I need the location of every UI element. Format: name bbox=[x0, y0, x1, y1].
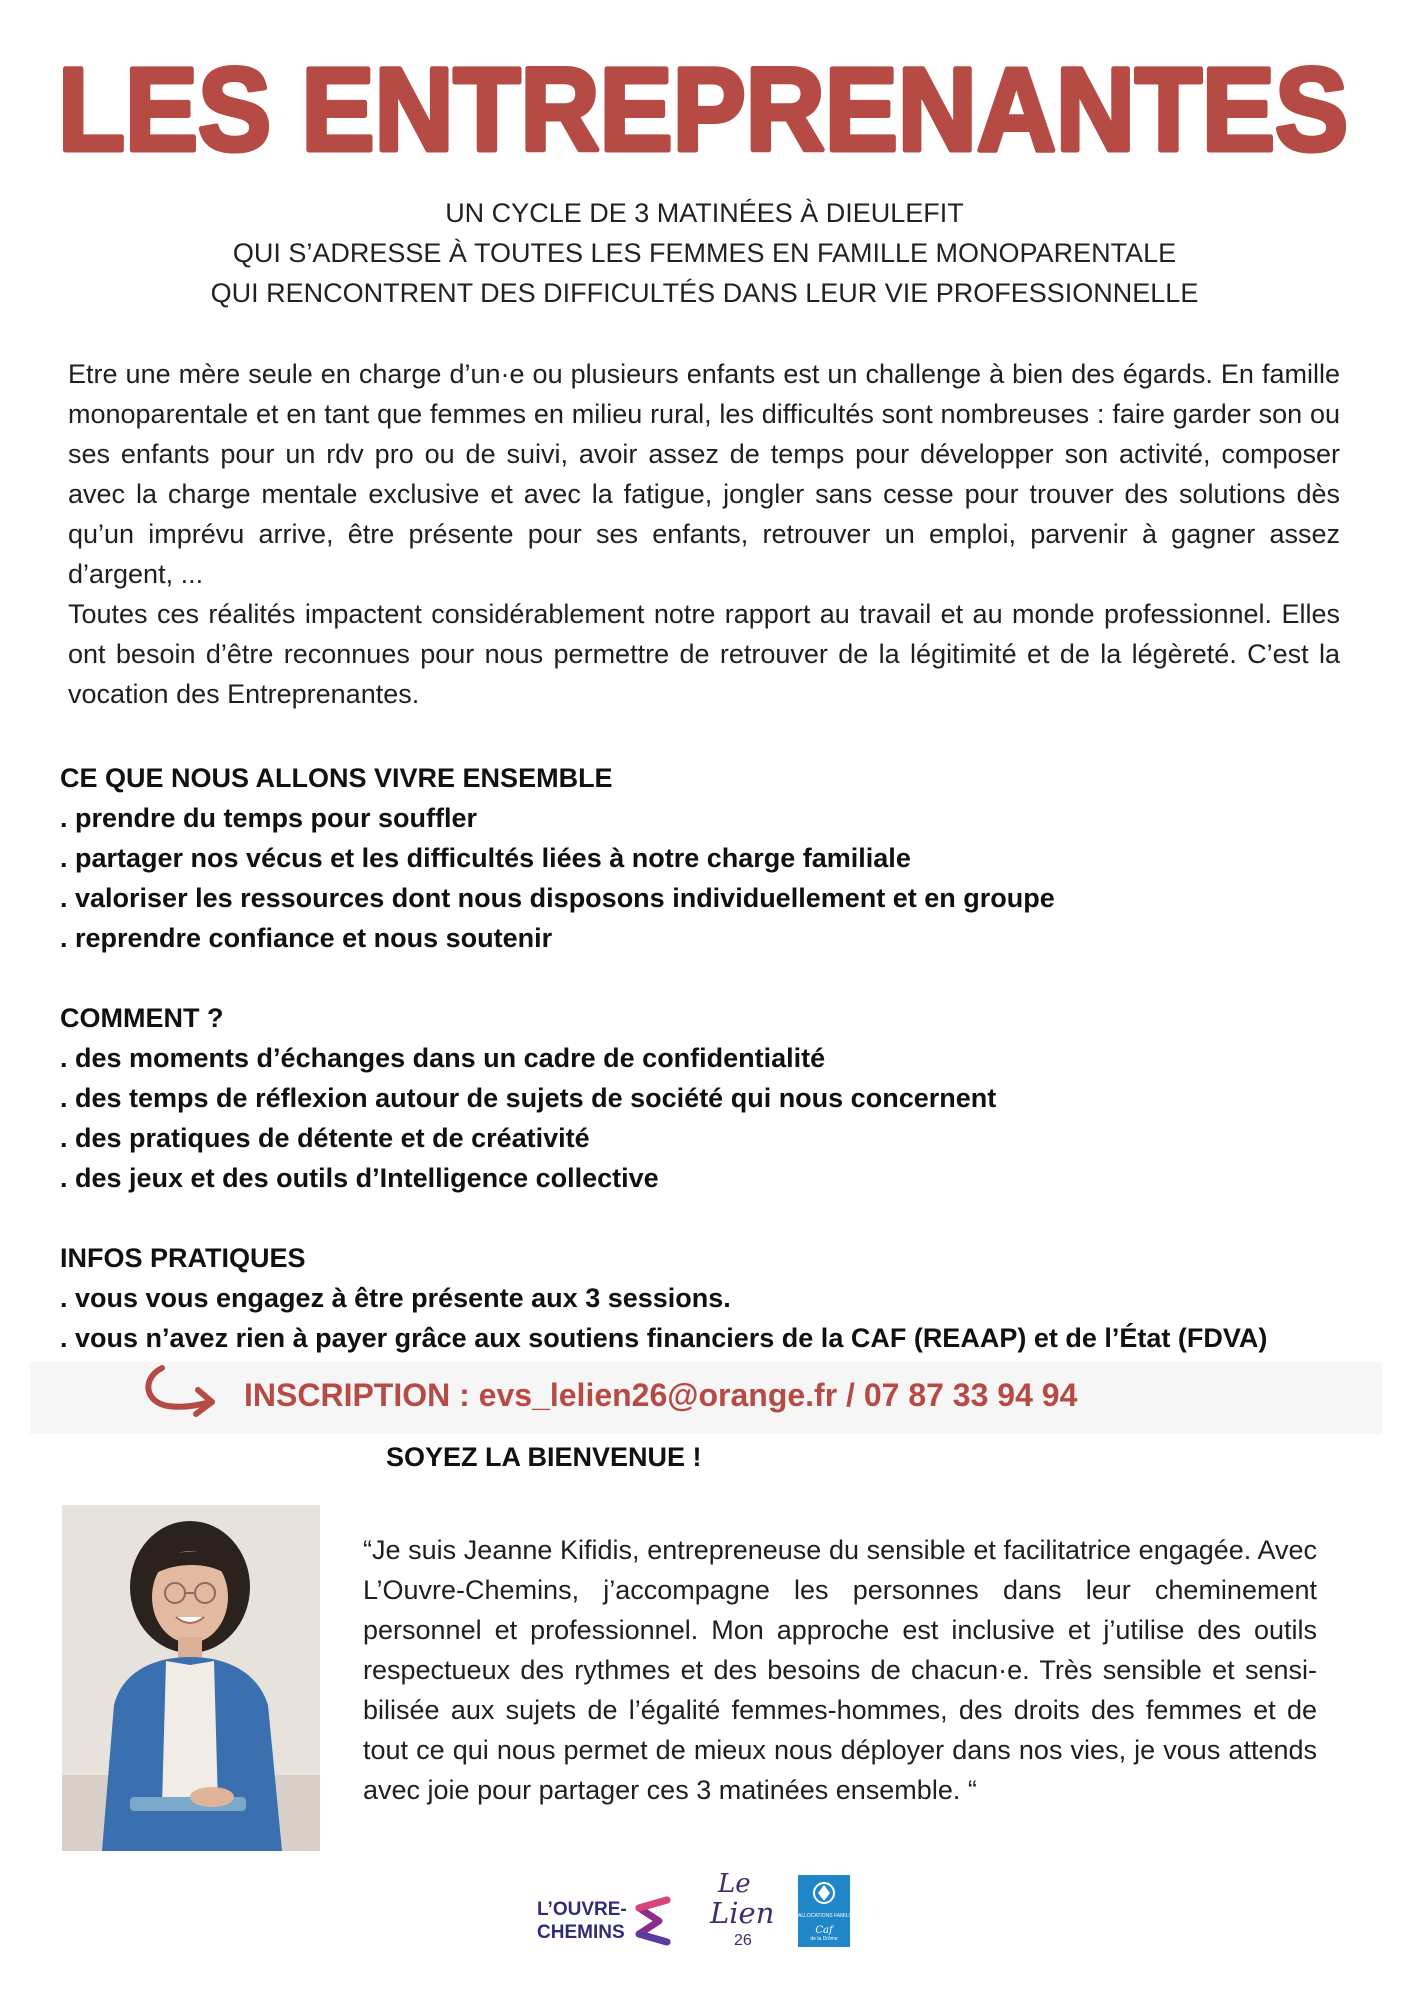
intro-paragraph: Etre une mère seule en charge d’un·e ou plusieurs enfants est un challenge à bien des égards. En famille monoparentale et en tant que femmes en milieu rural, les difficultés sont nombreuses : faire garder son ou ses enfants pour un rdv pro ou de suivi, avoir assez de temps pour développer son activité, composer avec la charge mentale exclusive et avec la fatigue, jongler sans cesse pour trouver des solutions dès qu’un imprévu arrive, être présente pour ses enfants, retrouver un emploi, parvenir à gagner assez d’argent, ... bbox=[68, 359, 1340, 589]
ouvre-chemins-logo-text bbox=[537, 1898, 627, 1944]
list-item: . vous vous engagez à être présente aux 3 sessions. bbox=[60, 1283, 731, 1313]
subtitle-block bbox=[0, 193, 1409, 313]
partner-logos bbox=[0, 1870, 1409, 1980]
list-item: . partager nos vécus et les difficultés liées à notre charge familiale bbox=[60, 843, 911, 873]
caf-top-text: ALLOCATIONS FAMILIALES bbox=[798, 1913, 863, 1919]
caf-emblem-icon bbox=[798, 1877, 850, 1913]
intro-paragraph: Toutes ces réalités impactent considérablement notre rapport au travail et au monde professionnel. Elles ont besoin d’être reconnues pour nous permettre de retrouver de la légitimité et de la légèreté. C’est la vocation des Entreprenantes. bbox=[68, 599, 1340, 709]
page-title bbox=[58, 46, 1348, 170]
list-item: . vous n’avez rien à payer grâce aux soutiens financiers de la CAF (REAAP) et de l’État (FDVA) bbox=[60, 1323, 1268, 1353]
list-item: . reprendre confiance et nous soutenir bbox=[60, 923, 553, 953]
list-item: . des jeux et des outils d’Intelligence collective bbox=[60, 1163, 659, 1193]
ouvre-chemins-line: L’OUVRE- bbox=[537, 1899, 627, 1920]
le-lien-26-logo bbox=[708, 1869, 775, 1956]
page-title-graphic bbox=[58, 46, 1348, 170]
section-comment bbox=[60, 998, 1360, 1198]
section-vivre-ensemble bbox=[60, 758, 1360, 958]
welcome-text: SOYEZ LA BIENVENUE ! bbox=[386, 1442, 702, 1472]
section-heading: COMMENT ? bbox=[60, 1003, 224, 1033]
caf-sub-text: de la Drôme bbox=[810, 1936, 838, 1942]
title-text: LES ENTREPRENANTES bbox=[58, 46, 1348, 170]
section-heading: INFOS PRATIQUES bbox=[60, 1243, 306, 1273]
list-item: . des pratiques de détente et de créativité bbox=[60, 1123, 590, 1153]
ouvre-chemins-e-icon bbox=[629, 1894, 671, 1948]
list-item: . valoriser les ressources dont nous disposons individuellement et en groupe bbox=[60, 883, 1055, 913]
section-infos-pratiques bbox=[60, 1238, 1360, 1358]
testimonial-quote: “Je suis Jeanne Kifidis, entrepreneuse du sensible et facilitatrice engagée. Avec L’Ouvre-Chemins, j’accompagne les personnes dans leur cheminement personnel et professionnel. Mon approche est inclusive et j’utilise des outils respectueux des rythmes et des besoins de chacun·e. Très sensible et sensi-bilisée aux sujets de l’égalité femmes-hommes, des droits des femmes et de tout ce qui nous permet de mieux nous déployer dans nos vies, je vous attends avec joie pour partager ces 3 matinées ensemble. “ bbox=[363, 1535, 1317, 1805]
subtitle-line: QUI RENCONTRENT DES DIFFICULTÉS DANS LEUR VIE PROFESSIONNELLE bbox=[210, 278, 1199, 308]
ouvre-chemins-line: CHEMINS bbox=[537, 1922, 625, 1943]
le-lien-le: Le bbox=[718, 1869, 751, 1899]
list-item: . des temps de réflexion autour de sujets de société qui nous concernent bbox=[60, 1083, 997, 1113]
ouvre-chemins-logo bbox=[537, 1890, 667, 1950]
caf-name: Caf bbox=[815, 1925, 833, 1936]
le-lien-number: 26 bbox=[734, 1932, 752, 1949]
inscription-contact[interactable]: INSCRIPTION : evs_lelien26@orange.fr / 07 87 33 94 94 bbox=[244, 1377, 1078, 1413]
caf-logo bbox=[798, 1875, 863, 1947]
subtitle-line: QUI S’ADRESSE À TOUTES LES FEMMES EN FAMILLE MONOPARENTALE bbox=[232, 238, 1177, 268]
list-item: . des moments d’échanges dans un cadre de confidentialité bbox=[60, 1043, 826, 1073]
le-lien-lien: Lien bbox=[710, 1896, 775, 1930]
section-heading: CE QUE NOUS ALLONS VIVRE ENSEMBLE bbox=[60, 763, 613, 793]
curved-arrow-right-icon bbox=[138, 1362, 220, 1424]
intro-text bbox=[68, 354, 1340, 714]
list-item: . prendre du temps pour souffler bbox=[60, 803, 478, 833]
portrait-photo bbox=[62, 1505, 320, 1851]
subtitle-line: UN CYCLE DE 3 MATINÉES À DIEULEFIT bbox=[445, 198, 964, 228]
